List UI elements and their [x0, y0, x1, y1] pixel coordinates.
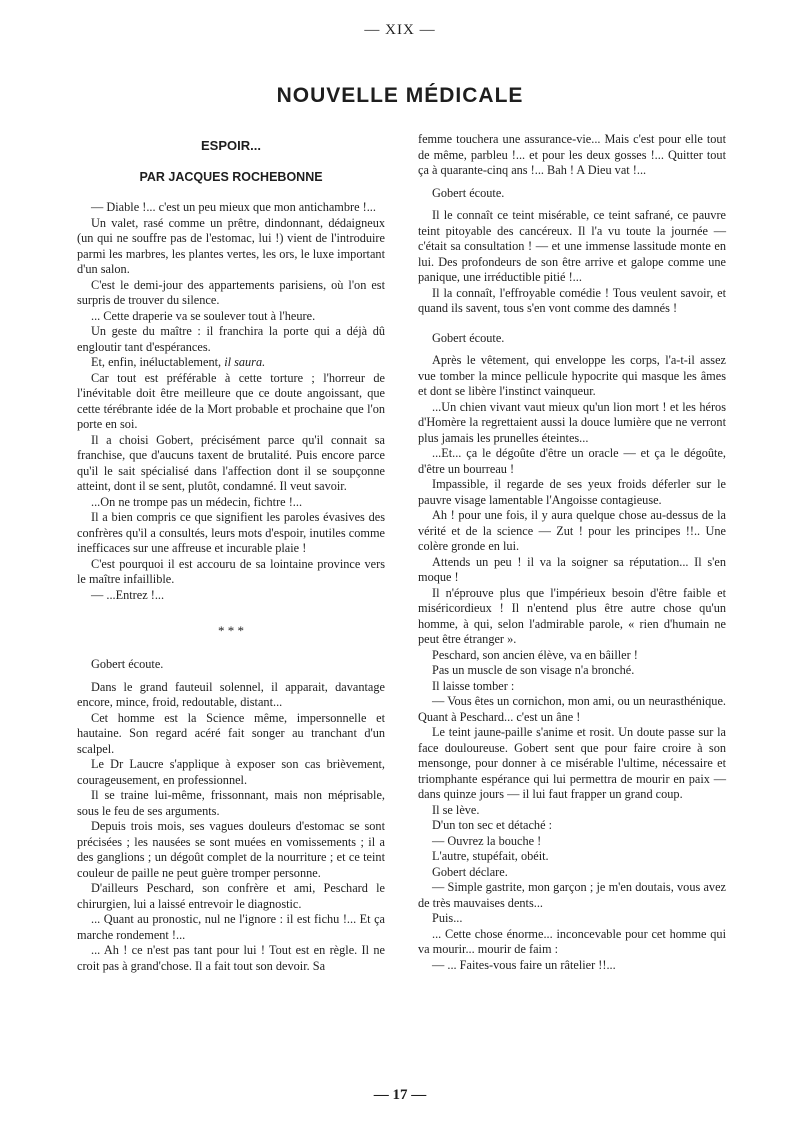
section-break-asterism: * * * — [218, 623, 244, 638]
paragraph: — Simple gastrite, mon garçon ; je m'en doutais, vous avez de très mauvaises dents... — [418, 880, 726, 910]
section-title: NOUVELLE MÉDICALE — [276, 84, 524, 107]
paragraph: C'est le demi-jour des appartements parisiens, où l'on est surpris de trouver du silence. — [77, 277, 385, 307]
paragraph: Puis... — [432, 911, 463, 925]
right-column — [418, 132, 726, 973]
paragraph: Il se lève. — [432, 802, 480, 817]
paragraph: Depuis trois mois, ses vagues douleurs d'estomac se sont précisées ; les nausées se sont muées en vomissements ; il a des ganglions ; un dégoût complet de la nourriture ; et ce teint couleur de paille ne peut guère tromper personne. — [77, 819, 385, 880]
paragraph: ... Ah ! ce n'est pas tant pour lui ! Tout est en règle. Il ne croit pas à grand'chose. Il a fait tout son devoir. Sa — [77, 943, 385, 973]
paragraph: Le Dr Laucre s'applique à exposer son cas brièvement, courageusement, en professionnel. — [77, 757, 385, 787]
paragraph: — ...Entrez !... — [91, 587, 165, 602]
paragraph: D'un ton sec et détaché : — [432, 818, 553, 832]
article-byline: PAR JACQUES ROCHEBONNE — [139, 170, 323, 184]
paragraph: Après le vêtement, qui enveloppe les corps, l'a-t-il assez vue tomber la mince pellicule hypocrite qui masque les âmes et dont se libère l'instinct vainqueur. — [418, 353, 726, 398]
paragraph: Il se traine lui-même, frissonnant, mais non méprisable, sous le feu de ses arguments. — [77, 788, 385, 818]
paragraph: ...Un chien vivant vaut mieux qu'un lion mort ! et les héros d'Homère la regrettaient aussi la douce lumière que ne verront plus jamais les prunelles éteintes... — [418, 399, 726, 445]
paragraph: Dans le grand fauteuil solennel, il apparait, davantage encore, mince, froid, redoutable, distant... — [77, 679, 385, 709]
paragraph: Ah ! pour une fois, il y aura quelque chose au-dessus de la vérité et de la science — Zut ! pour les principes !!.. Une colère gronde en lui. — [418, 508, 726, 553]
paragraph: C'est pourquoi il est accouru de sa lointaine province vers le maître infaillible. — [77, 556, 385, 586]
roman-page-number: — XIX — — [364, 22, 436, 38]
page-number: — 17 — — [373, 1087, 427, 1103]
paragraph: Il n'éprouve plus que l'impérieux besoin d'être faible et miséricordieux ! Il n'entend plus être autre chose qu'un homme, à qui, selon l'admirable parole, « rien d'humain ne peut être étranger ». — [418, 585, 726, 646]
paragraph-saura: Et, enfin, inéluctablement, il saura. — [91, 355, 266, 369]
paragraph: — Vous êtes un cornichon, mon ami, ou un neurasthénique. Quant à Peschard... c'est un âne ! — [418, 694, 726, 724]
paragraph: Car tout est préférable à cette torture ; l'horreur de l'inévitable doit être meilleure que ce doute angoissant, que cette térébrante idée de la Mort probable et prochaine que l'on porte en soi. — [77, 370, 385, 431]
paragraph: Peschard, son ancien élève, va en bâiller ! — [432, 647, 638, 662]
paragraph: Le teint jaune-paille s'anime et rosit. Un doute passe sur la face douloureuse. Gobert sent que pour faire croire à son mensonge, pour donner à ce misérable l'ultime, nécessaire et triomphante espérance qui lui permettra de mourir en paix — dans quinze jours — il lui faut frapper un grand coup. — [418, 725, 726, 801]
paragraph: Cet homme est la Science même, impersonnelle et hautaine. Son regard acéré fait songer au tranchant d'un scalpel. — [77, 710, 385, 756]
paragraph: Gobert écoute. — [432, 185, 505, 200]
paragraph: ... Cette chose énorme... inconcevable pour cet homme qui va mourir... mourir de faim : — [418, 926, 726, 956]
paragraph: Un valet, rasé comme un prêtre, dindonnant, dédaigneux (un qui ne souffre pas de l'estomac, lui !) vient de l'introduire parmi les marbres, les plantes vertes, les ors, le luxe important d'un salon. — [77, 215, 385, 276]
paragraph: Il le connaît ce teint misérable, ce teint safrané, ce pauvre teint pitoyable des cancéreux. Il l'a vu toute la journée — c'était sa consultation ! — et une immense lassitude monte en lui. Des profondeurs de son être arrive et galope comme une panique, une irréductible pitié !... — [418, 208, 726, 284]
paragraph: Un geste du maître : il franchira la porte qui a déjà dû engloutir tant d'espérances. — [77, 324, 385, 354]
paragraph: Gobert déclare. — [432, 864, 508, 879]
paragraph: femme touchera une assurance-vie... Mais c'est pour elle tout de même, parbleu !... et pour les deux gosses !... Quitter tout ça à quarante-cinq ans !... Bah ! A Dieu vat !... — [418, 132, 726, 177]
paragraph: Il a bien compris ce que signifient les paroles évasives des confrères qu'il a consultés, leurs mots d'espoir, inutiles comme inefficaces sur une affreuse et incurable plaie ! — [77, 510, 385, 555]
paragraph: Gobert écoute. — [91, 657, 164, 671]
left-column — [77, 200, 385, 974]
paragraph: — Ouvrez la bouche ! — [432, 833, 542, 848]
paragraph: Il laisse tomber : — [432, 678, 515, 693]
paragraph: — ... Faites-vous faire un râtelier !!... — [432, 957, 616, 972]
paragraph: Il a choisi Gobert, précisément parce qu'il connait sa franchise, que d'aucuns taxent de brutalité. Puis encore parce qu'il le sait spécialisé dans l'affection dont il se soupçonne atteint, dont il se sent, plutôt, condamné. Il veut savoir. — [77, 432, 385, 493]
paragraph: ... Cette draperie va se soulever tout à l'heure. — [91, 308, 316, 323]
italic-saura: il saura. — [224, 355, 266, 369]
paragraph: ... Quant au pronostic, nul ne l'ignore : il est fichu !... Et ça marche rondement !... — [77, 912, 385, 942]
paragraph: Attends un peu ! il va la soigner sa réputation... Il s'en moque ! — [418, 554, 726, 584]
paragraph: D'ailleurs Peschard, son confrère et ami, Peschard le chirurgien, lui a laissé entrevoir le diagnostic. — [77, 881, 385, 911]
paragraph: ...Et... ça le dégoûte d'être un oracle — et ça le dégoûte, d'être un bourreau ! — [418, 446, 726, 476]
paragraph: Il la connaît, l'effroyable comédie ! Tous veulent savoir, et quand ils savent, tous s'en vont comme des damnés ! — [418, 285, 726, 315]
paragraph: L'autre, stupéfait, obéit. — [432, 849, 549, 863]
paragraph: Pas un muscle de son visage n'a bronché. — [432, 663, 635, 677]
article-title: ESPOIR... — [201, 138, 261, 153]
paragraph: — Diable !... c'est un peu mieux que mon antichambre !... — [91, 200, 376, 214]
paragraph: Gobert écoute. — [432, 330, 505, 345]
paragraph: ...On ne trompe pas un médecin, fichtre !... — [91, 494, 303, 509]
paragraph: Impassible, il regarde de ses yeux froids déferler sur le pauvre visage lamentable l'Angoisse contagieuse. — [418, 477, 726, 507]
